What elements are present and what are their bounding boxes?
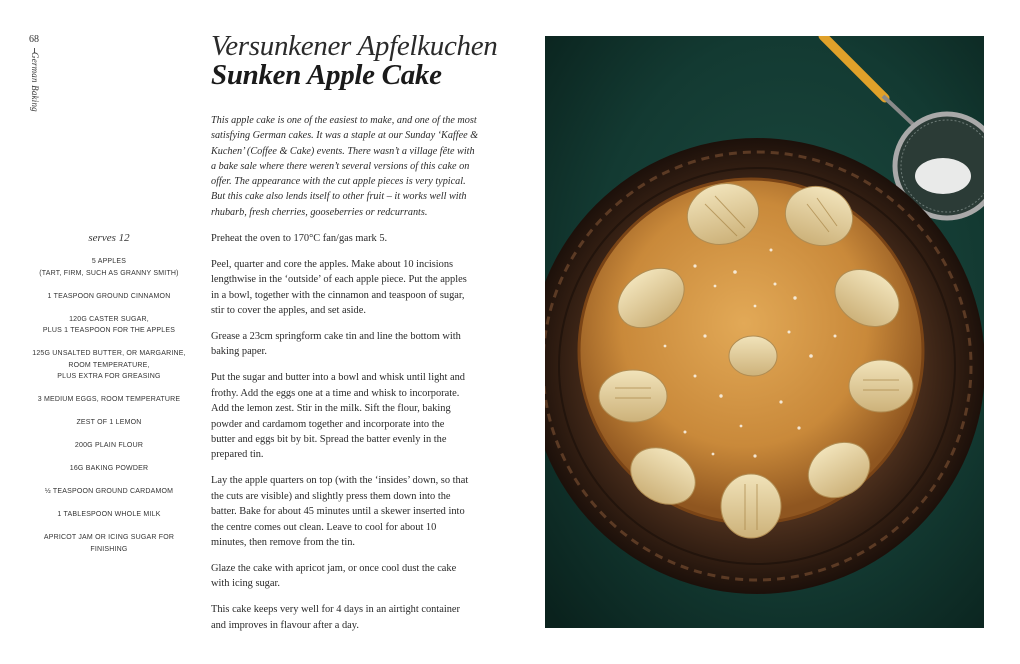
method-step: Glaze the cake with apricot jam, or once cool dust the cake with icing sugar. (211, 562, 457, 590)
apple-cake-photo (545, 36, 984, 628)
ingredient-item: 200G PLAIN FLOUR (74, 442, 144, 449)
recipe-title-german: Versunkener Apfelkuchen (211, 30, 498, 62)
ingredient-item: 5 APPLES (TART, FIRM, SUCH AS GRANNY SMITH) (39, 258, 179, 277)
ingredient-item: 3 MEDIUM EGGS, ROOM TEMPERATURE (37, 396, 181, 403)
method-steps (211, 231, 469, 643)
method-step: Lay the apple quarters on top (with the ‘insides’ down, so that the cuts are visible) and slightly press them down into the batter. Bake for about 45 minutes until a skewer inserted into the centre comes out clean. Leave to cool for about 10 minutes, then remove from the tin. (211, 475, 469, 548)
ingredient-item: APRICOT JAM OR ICING SUGAR FOR FINISHING (43, 534, 175, 553)
ingredient-item: 1 TEASPOON GROUND CINNAMON (47, 292, 171, 300)
method-step: Grease a 23cm springform cake tin and line the bottom with baking paper. (211, 331, 461, 358)
icing-sugar-pile (915, 158, 971, 194)
recipe-title-english: Sunken Apple Cake (211, 59, 442, 91)
ingredient-item: 16G BAKING POWDER (69, 465, 149, 472)
ingredient-item: 125G UNSALTED BUTTER, OR MARGARINE, ROOM TEMPERATURE, PLUS EXTRA FOR GREASING (32, 350, 186, 380)
running-head: German Baking (30, 52, 40, 112)
method-step: This cake keeps very well for 4 days in an airtight container and improves in flavour after a day. (211, 604, 460, 631)
recipe-intro: This apple cake is one of the easiest to make, and one of the most satisfying German cakes. It was a staple at our Sunday ‘Kaffee & Kuchen’ (Coffee & Cake) events. There wasn’t a village fête with a bake sale where there weren’t several versions of this cake on offer. The appearance with the cut apple pieces is very typical. But this cake also lends itself to other fruit – it works well with rhubarb, fresh cherries, gooseberries or redcurrants. (211, 115, 479, 218)
page-number: 68 (29, 34, 39, 45)
ingredient-item: 1 TABLESPOON WHOLE MILK (57, 511, 161, 518)
ingredient-item: ZEST OF 1 LEMON (76, 419, 142, 426)
method-step: Preheat the oven to 170°C fan/gas mark 5. (211, 233, 388, 244)
serves-label: serves 12 (88, 232, 130, 244)
ingredients-list (30, 256, 188, 567)
method-step: Put the sugar and butter into a bowl and whisk until light and frothy. Add the eggs one at a time and whisk to incorporate. Add the lemon zest. Stir in the milk. Sift the flour, baking powder and cardamom together and incorporate into the butter and eggs bit by bit. Spread the batter evenly in the prepared tin. (211, 372, 465, 461)
photo-illustration (545, 36, 984, 628)
ingredient-item: ½ TEASPOON GROUND CARDAMOM (44, 488, 174, 495)
ingredient-item: 120G CASTER SUGAR, PLUS 1 TEASPOON FOR THE APPLES (42, 315, 176, 334)
method-step: Peel, quarter and core the apples. Make about 10 incisions lengthwise in the ‘outside’ of each apple piece. Put the apples in a bowl, together with the cinnamon and teaspoon of sugar, stir to cover the apples, and set aside. (211, 258, 467, 317)
